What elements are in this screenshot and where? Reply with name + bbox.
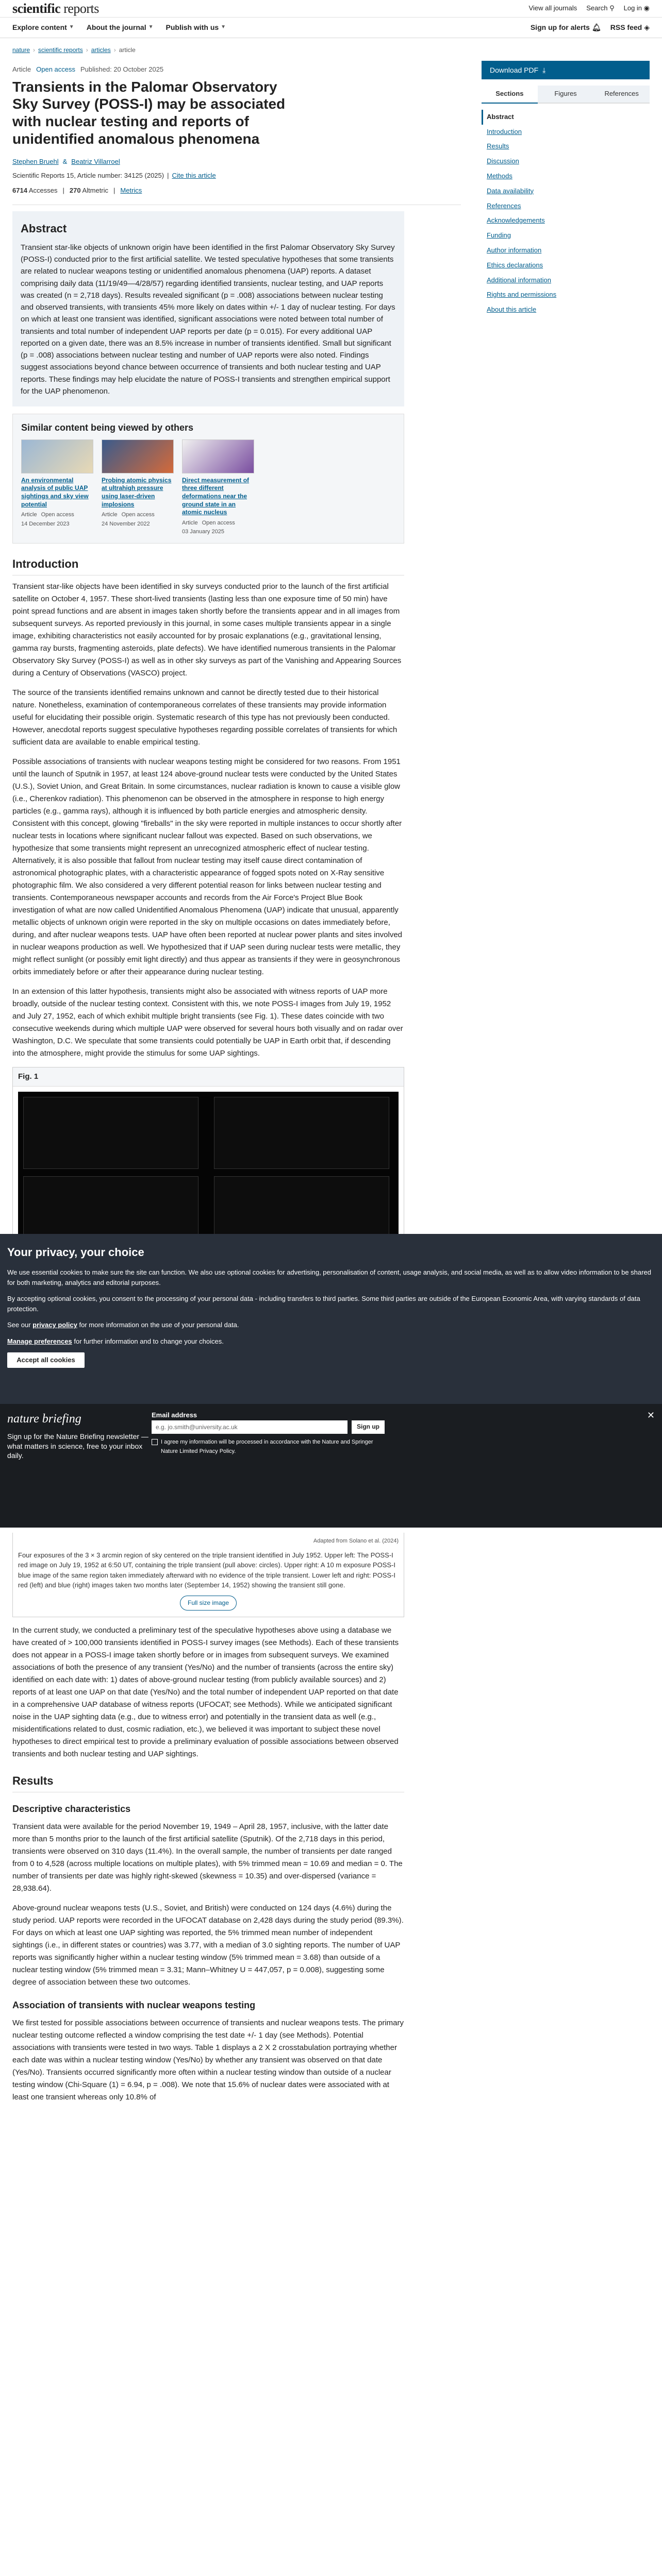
close-icon[interactable]: ✕ xyxy=(647,1410,655,1420)
breadcrumb-articles[interactable]: articles xyxy=(91,46,111,54)
author-link[interactable]: Beatriz Villarroel xyxy=(71,158,120,166)
toc-item[interactable]: Data availability xyxy=(487,187,534,195)
chevron-down-icon: ▼ xyxy=(148,24,154,30)
abstract-section xyxy=(12,211,404,406)
altmetric-count: 270 Altmetric xyxy=(69,186,109,194)
privacy-policy-link[interactable]: privacy policy xyxy=(32,1321,77,1329)
article-type: Article xyxy=(12,65,31,73)
table-of-contents xyxy=(482,110,650,317)
toc-item[interactable]: Abstract xyxy=(482,110,650,125)
figure-image[interactable] xyxy=(18,1092,399,1257)
abstract-heading: Abstract xyxy=(21,222,67,235)
abstract-text: Transient star-like objects of unknown origin have been identified in the first Palomar Observatory Sky Survey (POSS-I) conducted prior to the first artificial satellite. We tested speculative hypotheses that some transients are related to nuclear weapons testing or unidentified anomalous phenomena (UAP) reports. A dataset comprising daily data (11/19/49—4/28/57) regarding identified transients, nuclear testing, and UAP reports was created (n = 2,718 days). Results revealed significant (p = .008) associations between nuclear testing and observed transients, with transients 45% more likely on dates within +/- 1 day of nuclear testing. For days on which at least one transient was identified, significant associations were noted between total number of transients and total number of independent UAP reports per date (p = 0.015). For every additional UAP reported on a given date, there was an 8.5% increase in number of transients identified. Small but significant (p = .008) associations between nuclear testing and number of UAP reports were also noted. Findings suggest associations beyond chance between occurrence of transients and both nuclear testing and UAP reports. These findings may help elucidate the nature of POSS-I transients and strengthen empirical support for the UAP phenomenon. xyxy=(21,243,395,396)
toc-item[interactable]: About this article xyxy=(487,306,537,314)
figure-label: Fig. 1 xyxy=(13,1067,404,1087)
article-continued xyxy=(12,1533,404,2111)
toc-item[interactable]: Additional information xyxy=(487,276,552,284)
login-link[interactable]: Log in ◉ xyxy=(623,4,650,12)
newsletter-banner xyxy=(0,1404,662,1528)
nav-publish-with-us[interactable]: Publish with us ▼ xyxy=(166,23,226,32)
cookie-text: See our privacy policy for more information on the use of your personal data. xyxy=(7,1321,239,1329)
article-main xyxy=(12,64,461,1269)
results-heading: Results xyxy=(12,1772,404,1792)
similar-card-title[interactable]: Probing atomic physics at ultrahigh pressure using laser-driven implosions xyxy=(102,476,172,508)
citation-line: Scientific Reports 15, Article number: 34125 (2025) | Cite this article xyxy=(12,171,461,181)
accept-cookies-button[interactable]: Accept all cookies xyxy=(7,1352,85,1368)
paragraph: Possible associations of transients with nuclear weapons testing might be considered for two reasons. From 1951 until the launch of Sputnik in 1957, at least 124 above-ground nuclear tests were conducted by the United States (U.S.), Soviet Union, and Great Britain. In some circumstances, nuclear radiation is known to cause a visible glow (i.e., Cherenkov radiation). This phenomenon can be observed in the atmosphere in response to high energy particles (e.g., gamma rays), although it is influenced by both particle energies and atmospheric density. Consistent with this concept, glowing "fireballs" in the sky were reported in multiple instances to occur shortly after nuclear tests in locations where significant nuclear fallout was expected. Based on such observations, we hypothesize that some transients might represent an unrecognized atmospheric effect of nuclear testing. Alternatively, it is also possible that fallout from nuclear testing may itself cause direct contamination of astronomical photographic plates, with a characteristic appearance of fogged spots noted on X-Ray sensitive photographic film. We also considered a very different potential reason for links between nuclear testing and transients. Contemporaneous newspaper accounts and records from the Air Force's Project Blue Book investigation of what are now called Unidentified Anomalous Phenomena (UAP) indicate that unusual, apparently metallic objects of unknown origin were reported in the sky on multiple occasions on dates immediately before, during, and after nuclear weapons tests. UAP have often been reported at nuclear power plants and sites involved in nuclear weapons production as well. We hypothesized that if UAP seen during nuclear tests were metallic, they might reflect sunlight (or possibly emit light directly) and thus appear as transients if they were in geosynchronous orbits immediately before or after their appearance during nuclear testing. xyxy=(12,757,403,977)
paragraph: Transient data were available for the period November 19, 1949 – April 28, 1957, inclusive, with the latter date more than 5 months prior to the launch of the first artificial satellite (Sputnik). Of the 2,718 days in this period, transients were observed on 310 days (11.4%). In the overall sample, the number of transients per date ranged from 0 to 4,528 (across multiple locations on multiple plates), with 5% trimmed mean = 10.69 and median = 0. The number of transients per date was highly right-skewed (skewness = 10.35) and over-dispersed (variance = 28,938.64). xyxy=(12,1822,403,1893)
figure-caption: Four exposures of the 3 × 3 arcmin region of sky centered on the triple transient identified in July 1952. Upper left: The POSS-I red image on July 19, 1952 at 6:50 UT, containing the triple transient (pull above: circles). Upper right: A 10 m exposure POSS-I blue image of the same region taken immediately afterward with no evidence of the triple transient. Lower left and right: POSS-I red (left) and blue (right) images taken two months later (September 14, 1952) showing the transient still gone. xyxy=(18,1551,395,1589)
cite-this-article-link[interactable]: Cite this article xyxy=(172,171,216,179)
paragraph: The source of the transients identified remains unknown and cannot be directly tested due to their historical nature. Nonetheless, examination of contemporaneous correlates of these transients may provide information useful for elucidating their possible origin. Systematic research of this type has not previously been conducted. However, anecdotal reports suggest speculative hypotheses regarding possible correlates of transients for which sufficient data are available to enable empirical testing. xyxy=(12,688,398,747)
introduction-heading: Introduction xyxy=(12,555,404,575)
open-access-badge[interactable]: Open access xyxy=(36,65,75,73)
full-size-image-button[interactable]: Full size image xyxy=(180,1596,237,1611)
introduction-section xyxy=(12,555,404,1262)
user-icon: ◉ xyxy=(643,4,650,12)
breadcrumb-journal[interactable]: scientific reports xyxy=(38,46,83,54)
subheading: Descriptive characteristics xyxy=(12,1803,131,1814)
paragraph: Transient star-like objects have been identified in sky surveys conducted prior to the launch of the first artificial satellite on October 4, 1957. These short-lived transients (lasting less than one exposure time of 50 min) have point spread functions and are absent in images taken shortly before the transients appear and in all images from subsequent surveys. As reported previously in this journal, in some cases multiple transients appear in a single image, exhibiting characteristics not easily accounted for by prosaic explanations (e.g., gravitational lensing, gamma ray bursts, fragmenting asteroids, plate defects). We have identified numerous transients in the Palomar Observatory Sky Survey (POSS-I) as well as in other sky surveys as part of the Vanishing and Appearing Sources during a Century of Observations (VASCO) project. xyxy=(12,582,402,678)
accesses-count: 6714 Accesses xyxy=(12,186,58,194)
similar-card[interactable]: An environmental analysis of public UAP sightings and sky view potential Article Open access 14 December 2023 xyxy=(21,439,93,537)
breadcrumb-nature[interactable]: nature xyxy=(12,46,30,54)
similar-card-title[interactable]: Direct measurement of three different deformations near the ground state in an atomic nucleus xyxy=(182,476,250,516)
paragraph: We first tested for possible associations between occurrence of transients and nuclear weapons tests. The primary nuclear testing outcome reflected a window comprising the test date +/- 1 day (see Methods). Potential associations with transients were tested in two ways. Table 1 displays a 2 X 2 crosstabulation portraying whether each date was within a nuclear testing window (Yes/No) by whether any transient was observed on that date (Yes/No). Transients occurred significantly more often within a nuclear testing window than outside of a nuclear testing window (Chi-Square (1) = 6.94, p = .008). We note that 15.6% of nuclear dates were associated with at least one transient whereas only 10.8% of xyxy=(12,2018,404,2102)
cookie-heading: Your privacy, your choice xyxy=(7,1246,144,1259)
breadcrumb: nature › scientific reports › articles › article xyxy=(0,38,662,59)
sidebar-tabs xyxy=(482,86,650,104)
toc-item[interactable]: Discussion xyxy=(487,157,519,165)
view-all-journals-link[interactable]: View all journals xyxy=(528,4,577,12)
cookie-text: We use essential cookies to make sure the site can function. We also use optional cookies for advertising, personalisation of content, usage analysis, and social media, as well as to allow video information to be shared for both marketing, analytics and editorial purposes. xyxy=(7,1268,651,1286)
toc-item[interactable]: Introduction xyxy=(487,127,522,135)
bell-icon: 🔔︎ xyxy=(591,23,601,32)
article-meta xyxy=(12,64,461,75)
paragraph: Above-ground nuclear weapons tests (U.S., Soviet, and British) were conducted on 124 days (4.6%) during the study period. UAP reports were recorded in the UFOCAT database on 2,428 days during the study period (89.3%). For days on which at least one UAP sighting was reported, the 5% trimmed mean number of independent sightings (i.e., in different states or countries) was 3.77, with a median of 3.0 sighting reports. The number of UAP reports was significantly higher within a nuclear testing window (5% trimmed mean = 3.68) than outside of a nuclear testing window (5% trimmed mean = 3.31; Mann–Whitney U = 447,057, p = 0.008), suggesting some degree of association between these two outcomes. xyxy=(12,1903,404,1987)
main-nav xyxy=(0,18,662,38)
toc-item[interactable]: Ethics declarations xyxy=(487,261,543,269)
rss-icon: ◈ xyxy=(644,23,650,32)
toc-item[interactable]: Funding xyxy=(487,231,511,240)
alerts-link[interactable]: Sign up for alerts 🔔︎ xyxy=(531,22,601,33)
signup-button[interactable]: Sign up xyxy=(352,1420,385,1434)
nav-about-journal[interactable]: About the journal ▼ xyxy=(86,23,154,32)
consent-checkbox[interactable]: I agree my information will be processed in accordance with the Nature and Springer Nature Limited Privacy Policy. xyxy=(152,1438,384,1456)
top-bar xyxy=(0,0,662,18)
email-label: Email address xyxy=(152,1411,197,1419)
toc-item[interactable]: References xyxy=(487,201,521,210)
figure-1-continued xyxy=(12,1533,404,1617)
tab-figures[interactable]: Figures xyxy=(538,86,594,103)
email-field[interactable]: e.g. jo.smith@university.ac.uk xyxy=(152,1420,347,1434)
figure-credit: Adapted from Solano et al. (2024) xyxy=(313,1538,399,1544)
similar-heading: Similar content being viewed by others xyxy=(21,422,194,433)
article-thumbnail xyxy=(182,439,254,473)
article-metrics: 6714 Accesses | 270 Altmetric | Metrics xyxy=(12,185,461,205)
toc-item[interactable]: Acknowledgements xyxy=(487,216,545,225)
figure-1 xyxy=(12,1067,404,1262)
figure-panel xyxy=(214,1097,389,1169)
toc-item[interactable]: Author information xyxy=(487,246,542,254)
article-thumbnail xyxy=(102,439,174,473)
similar-card-title[interactable]: An environmental analysis of public UAP sightings and sky view potential xyxy=(21,476,89,508)
search-link[interactable]: Search ⚲ xyxy=(586,4,615,12)
briefing-pitch: Sign up for the Nature Briefing newsletter — what matters in science, free to your inbox daily. xyxy=(7,1432,148,1460)
top-links xyxy=(529,3,650,14)
similar-card[interactable]: Direct measurement of three different deformations near the ground state in an atomic nucleus Article Open access 03 January 2025 xyxy=(182,439,254,537)
tab-references[interactable]: References xyxy=(593,86,650,103)
article-thumbnail xyxy=(21,439,93,473)
download-icon: ⤓ xyxy=(542,65,546,74)
briefing-logo: nature briefing xyxy=(7,1412,81,1426)
similar-card[interactable]: Probing atomic physics at ultrahigh pressure using laser-driven implosions Article Open access 24 November 2022 xyxy=(102,439,174,537)
checkbox-icon xyxy=(152,1439,158,1445)
paragraph: In an extension of this latter hypothesis, transients might also be associated with witness reports of UAP more broadly, outside of the nuclear testing context. Consistent with this, we note POSS-I images from July 19, 1952 and July 27, 1952, each of which exhibit multiple bright transients (see Fig. 1). These dates coincide with two consecutive weekends during which multiple UAP were observed for several hours both visually and on radar over Washington, D.C. We speculate that some transients could potentially be UAP in Earth orbit that, if descending into the atmosphere, might provide the stimulus for some UAP sightings. xyxy=(12,987,403,1058)
sidebar xyxy=(482,61,650,317)
author-link[interactable]: Stephen Bruehl xyxy=(12,158,59,166)
chevron-down-icon: ▼ xyxy=(221,24,226,30)
manage-preferences-link[interactable]: Manage preferences xyxy=(7,1337,72,1345)
figure-panel xyxy=(23,1097,198,1169)
toc-item[interactable]: Results xyxy=(487,142,509,150)
cookie-banner: Your privacy, your choice We use essential cookies to make sure the site can function. We also use optional cookies for advertising, personalisation of content, usage analysis, and social media, as well as to allow video information to be shared for both marketing, analytics and editorial purposes. By accepting optional cookies, you consent to the processing of your personal data - including transfers to third parties. Some third parties are outside of the European Economic Area, with varying standards of data protection. See our privacy policy for more information on the use of your personal data. Manage preferences for further information and to change your choices. Accept all cookies xyxy=(0,1234,662,1404)
toc-item[interactable]: Rights and permissions xyxy=(487,291,557,299)
site-logo[interactable]: scientific reports xyxy=(12,1,99,16)
article-title: Transients in the Palomar Observatory Sky Survey (POSS-I) may be associated with nuclear testing and reports of unidentified anomalous phenomena xyxy=(12,78,286,147)
published-date: Published: 20 October 2025 xyxy=(80,65,164,73)
chevron-down-icon: ▼ xyxy=(69,24,74,30)
citation-text: Scientific Reports 15, Article number: 34125 (2025) xyxy=(12,171,164,179)
subheading: Association of transients with nuclear weapons testing xyxy=(12,1999,256,2010)
cookie-text: By accepting optional cookies, you consent to the processing of your personal data - including transfers to third parties. Some third parties are outside of the European Economic Area, with varying standards of data protection. xyxy=(7,1295,640,1313)
search-icon: ⚲ xyxy=(609,4,615,12)
tab-sections[interactable]: Sections xyxy=(482,86,538,104)
download-pdf-button[interactable]: Download PDF ⤓ xyxy=(482,61,650,79)
author-list: Stephen Bruehl & Beatriz Villarroel xyxy=(12,157,461,167)
similar-content xyxy=(12,414,404,544)
results-section xyxy=(12,1772,404,2104)
toc-item[interactable]: Methods xyxy=(487,172,512,180)
rss-link[interactable]: RSS feed ◈ xyxy=(610,22,650,33)
nav-explore-content[interactable]: Explore content ▼ xyxy=(12,23,74,32)
breadcrumb-current: article xyxy=(119,46,136,54)
paragraph: In the current study, we conducted a preliminary test of the speculative hypotheses above using a database we have created of > 100,000 transients identified in POSS-I survey images (see Methods). Each of these transients does not appear in a POSS-I image taken shortly before or in images from subsequent surveys. We examined associations of both the presence of any transient (Yes/No) and the number of transients (across the entire sky) identified on each date with: 1) dates of above-ground nuclear testing (from publicly available sources) and 2) reports of at least one UAP on that date (Yes/No) and the total number of independent UAP reported on that date in a comprehensive UAP database of witness reports (UFOCAT; see Methods). While we anticipated significant noise in the UAP sighting data (e.g., due to witness error) and potentially in the transient data as well (e.g., misidentifications related to dust, cosmic radiation, etc.), we believed it was important to subject these novel hypotheses to direct empirical test to provide a preliminary evaluation of possible associations between observed transients and both nuclear testing and UAP sightings. xyxy=(12,1625,399,1758)
metrics-link[interactable]: Metrics xyxy=(120,186,142,194)
